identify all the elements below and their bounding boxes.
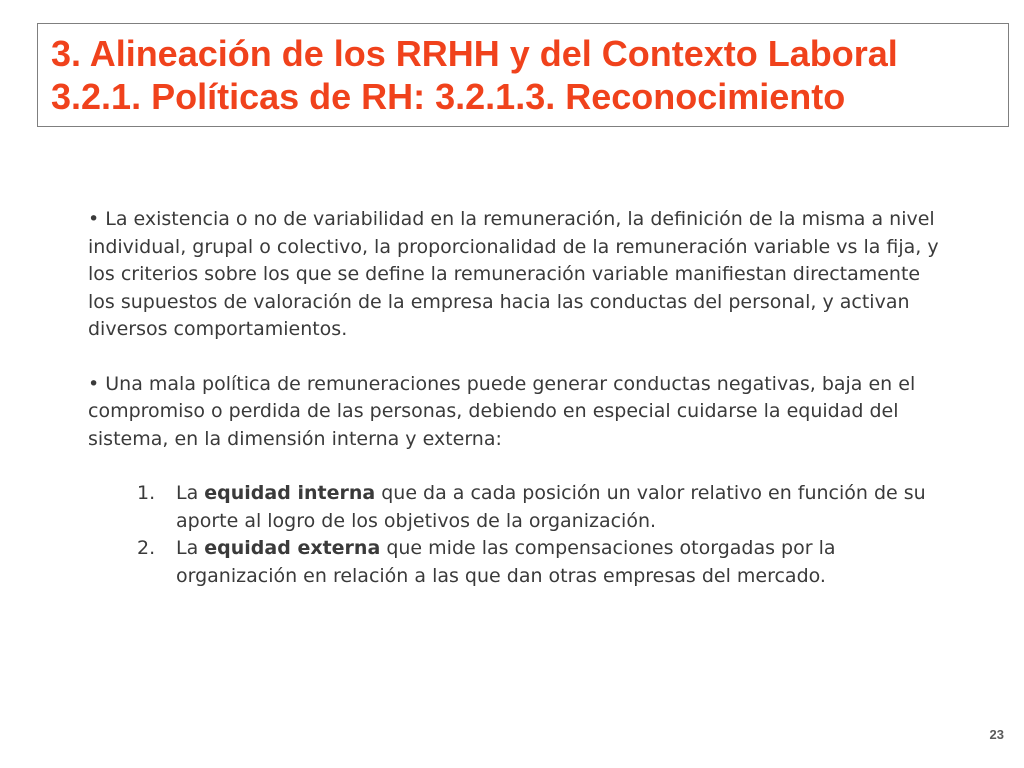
title-line-1: 3. Alineación de los RRHH y del Contexto Laboral: [51, 33, 898, 74]
title-line-2: 3.2.1. Políticas de RH: 3.2.1.3. Reconocimiento: [51, 76, 846, 117]
list-item-text: que mide las compensaciones otorgadas por la organización en relación a las que dan otras empresas del mercado.: [176, 537, 836, 587]
title-box: [37, 23, 1009, 127]
bullet-paragraph-1: [88, 206, 948, 344]
page-number: 23: [989, 727, 1004, 742]
list-item-text: que da a cada posición un valor relativo en función de su aporte al logro de los objetivos de la organización.: [176, 482, 926, 532]
bullet-text-1: La existencia o no de variabilidad en la remuneración, la definición de la misma a nivel individual, grupal o colectivo, la proporcionalidad de la remuneración variable vs la fija, y los criterios sobre los que se define la remuneración variable manifiestan directamente los supuestos de valoración de la empresa hacia las conductas del personal, y activan diversos comportamientos.: [88, 208, 939, 340]
list-number: 1.: [137, 482, 156, 504]
bullet-text-2: Una mala política de remuneraciones puede generar conductas negativas, baja en el compromiso o perdida de las personas, debiendo en especial cuidarse la equidad del sistema, en la dimensión interna y externa:: [88, 372, 916, 450]
bullet-icon: •: [88, 208, 100, 230]
list-item-prefix: La: [176, 537, 199, 559]
slide-body: [88, 206, 948, 590]
list-item-internal-equity: [88, 480, 948, 535]
list-item-bold-term: equidad interna: [204, 482, 376, 504]
list-item-prefix: La: [176, 482, 199, 504]
list-item-bold-term: equidad externa: [204, 537, 381, 559]
bullet-icon: •: [88, 372, 100, 395]
numbered-list: [88, 480, 948, 590]
list-number: 2.: [137, 537, 156, 559]
list-item-external-equity: [88, 535, 948, 590]
bullet-paragraph-2: [88, 371, 948, 454]
